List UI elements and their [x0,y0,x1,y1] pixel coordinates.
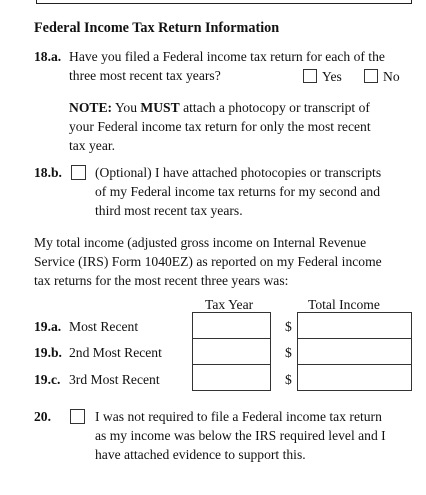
row-19b-label: 2nd Most Recent [69,345,162,360]
income-intro-line3: tax returns for the most recent three years was: [34,273,289,288]
q18b-number: 18.b. [34,165,62,180]
row-19b-income-field[interactable] [297,338,412,365]
row-19b-tax-year-field[interactable] [192,338,271,365]
note-line2: your Federal income tax return for only the most recent [69,119,371,134]
q18a-no-checkbox[interactable] [364,69,378,83]
q18b-text-line2: of my Federal income tax returns for my second and [95,184,381,199]
q18a-text-line2: three most recent tax years? [69,68,221,83]
section-title: Federal Income Tax Return Information [34,20,280,36]
row-19a-tax-year-field[interactable] [192,312,271,339]
note-label: NOTE: [69,100,113,115]
row-19c-tax-year-field[interactable] [192,364,271,391]
row-19b-currency: $ [285,345,292,360]
row-19a-income-field[interactable] [297,312,412,339]
q18a-yes-checkbox[interactable] [303,69,317,83]
tax-year-header: Tax Year [205,297,254,312]
note-line1 [69,98,370,117]
note-text-b: attach a photocopy or transcript of [179,100,370,115]
row-19a-label: Most Recent [69,319,139,334]
note-must: MUST [140,100,180,115]
q20-text-line3: have attached evidence to support this. [95,447,306,462]
row-19c-income-field[interactable] [297,364,412,391]
q20-text-line1: I was not required to file a Federal income tax return [95,409,382,424]
row-19c-currency: $ [285,372,292,387]
q18b-text-line1: (Optional) I have attached photocopies or transcripts [95,165,382,180]
q18b-text-line3: third most recent tax years. [95,203,243,218]
q18a-text-line1: Have you filed a Federal income tax return for each of the [69,49,385,64]
row-19b-number: 19.b. [34,345,62,360]
q18a-number: 18.a. [34,49,62,64]
q20-text-line2: as my income was below the IRS required level and I [95,428,386,443]
q18a-yes-label: Yes [322,69,342,84]
q18a-no-label: No [383,69,400,84]
q20-number: 20. [34,409,51,424]
income-intro-line1: My total income (adjusted gross income on Internal Revenue [34,235,367,250]
row-19c-number: 19.c. [34,372,61,387]
total-income-header: Total Income [308,297,380,312]
note-text-a: You [112,100,141,115]
row-19c-label: 3rd Most Recent [69,372,160,387]
q18b-checkbox[interactable] [71,165,86,180]
row-19a-currency: $ [285,319,292,334]
note-line3: tax year. [69,138,116,153]
q20-checkbox[interactable] [70,409,85,424]
income-intro-line2: Service (IRS) Form 1040EZ) as reported on my Federal income [34,254,382,269]
previous-field-box[interactable] [36,0,412,4]
row-19a-number: 19.a. [34,319,62,334]
